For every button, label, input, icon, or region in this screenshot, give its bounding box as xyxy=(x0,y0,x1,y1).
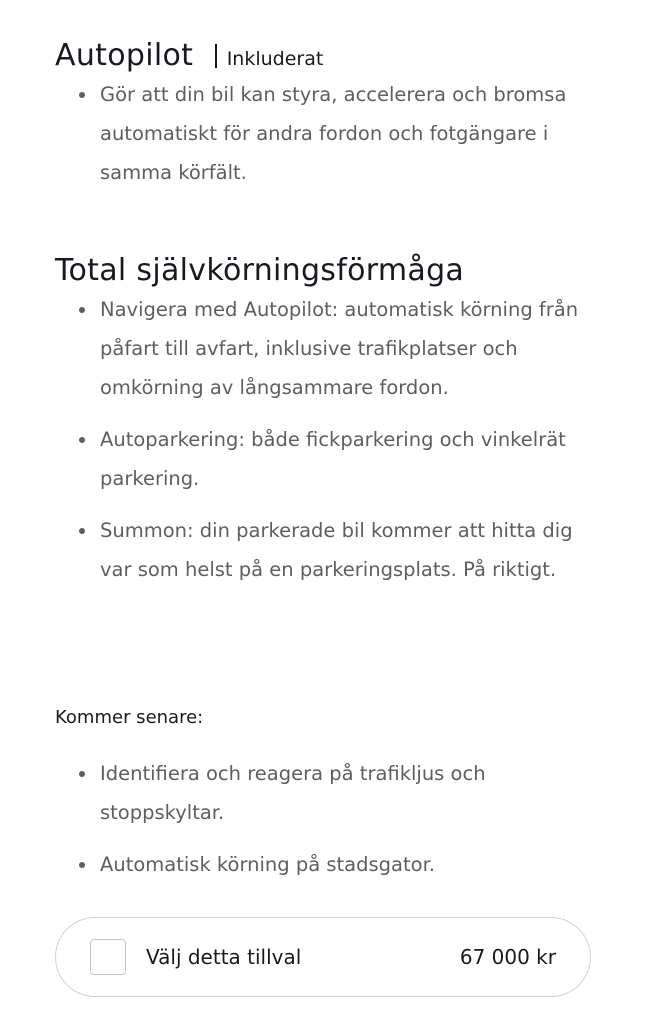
list-item: Gör att din bil kan styra, accelerera och bromsa automatiskt för andra fordon och fotgängare i samma körfält. xyxy=(55,75,606,192)
fsd-section xyxy=(55,253,606,589)
coming-later-list xyxy=(55,754,606,884)
coming-later-section xyxy=(55,707,606,884)
autopilot-section xyxy=(55,38,606,192)
fsd-title: Total självkörningsförmåga xyxy=(55,253,465,288)
list-item: Summon: din parkerade bil kommer att hitta dig var som helst på en parkeringsplats. På riktigt. xyxy=(55,511,606,589)
option-label: Välj detta tillval xyxy=(146,945,302,969)
option-checkbox[interactable] xyxy=(90,939,126,975)
select-option-button[interactable] xyxy=(55,917,591,997)
fsd-feature-list xyxy=(55,290,606,589)
autopilot-title: Autopilot xyxy=(55,38,194,73)
list-item: Automatisk körning på stadsgator. xyxy=(55,845,606,884)
option-price: 67 000 kr xyxy=(459,945,556,969)
coming-later-label: Kommer senare: xyxy=(55,707,204,728)
list-item: Autoparkering: både fickparkering och vinkelrät parkering. xyxy=(55,420,606,498)
heading-separator xyxy=(215,44,217,68)
fsd-heading-row xyxy=(55,253,606,288)
list-item: Identifiera och reagera på trafikljus och stoppskyltar. xyxy=(55,754,606,832)
autopilot-heading-row xyxy=(55,38,606,73)
included-tag: Inkluderat xyxy=(226,48,324,70)
list-item: Navigera med Autopilot: automatisk körning från påfart till avfart, inklusive trafikplatser och omkörning av långsammare fordon. xyxy=(55,290,606,407)
autopilot-feature-list xyxy=(55,75,606,192)
